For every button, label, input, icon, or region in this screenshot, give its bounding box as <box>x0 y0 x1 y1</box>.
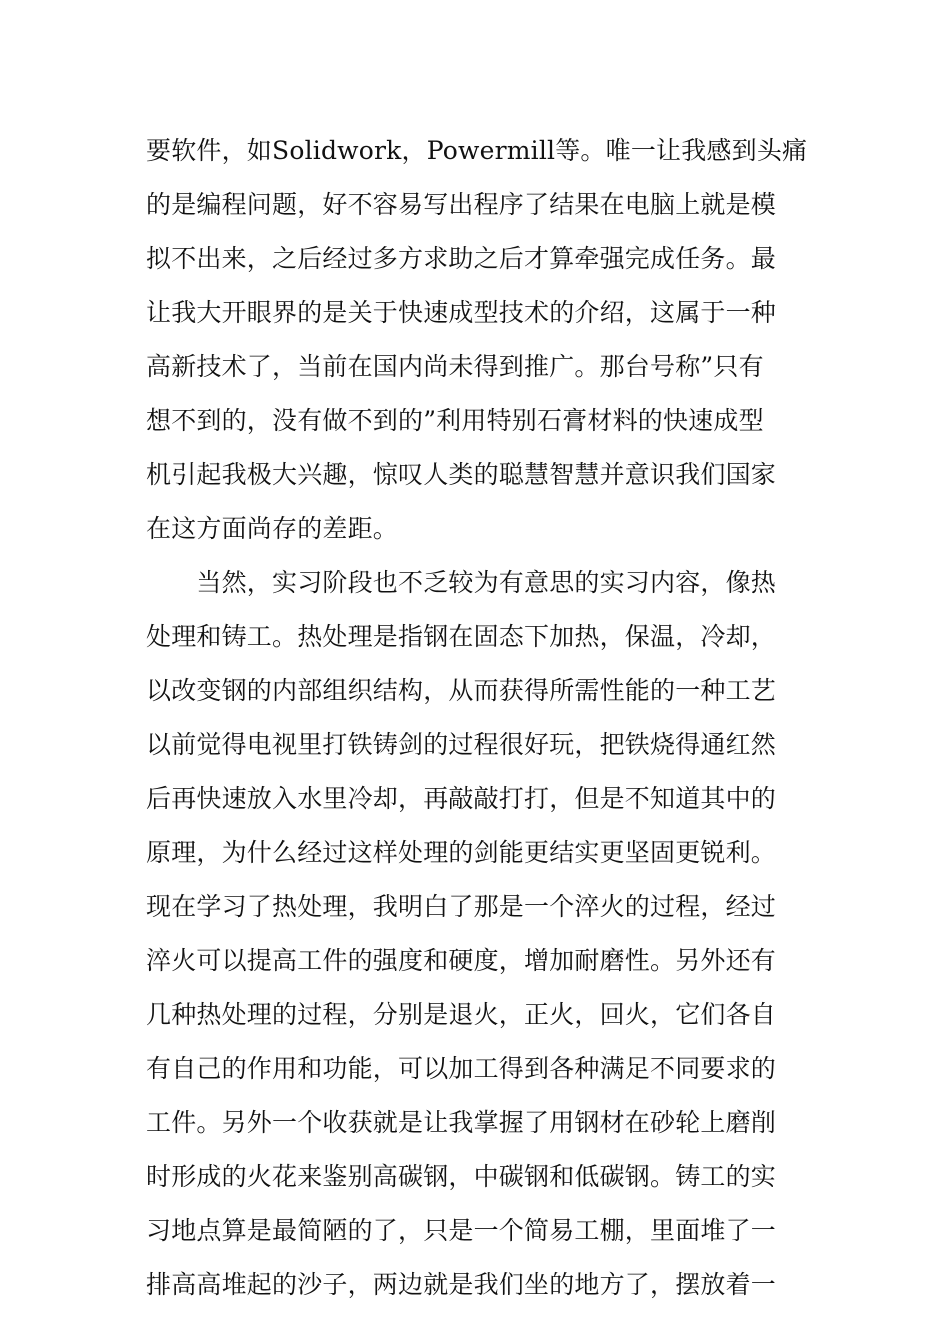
text-line: 以改变钢的内部组织结构，从而获得所需性能的一种工艺 <box>146 676 777 705</box>
text-line: 高新技术了，当前在国内尚未得到推广。那台号称”只有 <box>146 352 764 381</box>
text-line: 在这方面尚存的差距。 <box>146 514 399 543</box>
text-line: 现在学习了热处理，我明白了那是一个淬火的过程，经过 <box>146 892 777 921</box>
text-line: 以前觉得电视里打铁铸剑的过程很好玩，把铁烧得通红然 <box>146 730 777 759</box>
text-line: 拟不出来，之后经过多方求助之后才算牵强完成任务。最 <box>146 244 777 273</box>
text-line: 排高高堆起的沙子，两边就是我们坐的地方了，摆放着一 <box>146 1270 777 1299</box>
text-line: 机引起我极大兴趣，惊叹人类的聪慧智慧并意识我们国家 <box>146 460 777 489</box>
body-text <box>146 124 810 1312</box>
text-line: 时形成的火花来鉴别高碳钢，中碳钢和低碳钢。铸工的实 <box>146 1162 777 1191</box>
text-line: 习地点算是最简陋的了，只是一个简易工棚，里面堆了一 <box>146 1216 777 1245</box>
text-line: 工件。另外一个收获就是让我掌握了用钢材在砂轮上磨削 <box>146 1108 777 1137</box>
text-line: 几种热处理的过程，分别是退火，正火，回火，它们各自 <box>146 1000 777 1029</box>
text-line: 淬火可以提高工件的强度和硬度，增加耐磨性。另外还有 <box>146 946 777 975</box>
text-line: 后再快速放入水里冷却，再敲敲打打，但是不知道其中的 <box>146 784 777 813</box>
text-line: 原理，为什么经过这样处理的剑能更结实更坚固更锐利。 <box>146 838 777 867</box>
text-line: 让我大开眼界的是关于快速成型技术的介绍，这属于一种 <box>146 298 777 327</box>
text-line: 想不到的，没有做不到的”利用特别石膏材料的快速成型 <box>146 406 764 435</box>
text-line: 当然，实习阶段也不乏较为有意思的实习内容，像热 <box>146 568 777 597</box>
text-line: 的是编程问题，好不容易写出程序了结果在电脑上就是模 <box>146 190 777 219</box>
text-line: 处理和铸工。热处理是指钢在固态下加热，保温，冷却， <box>146 622 777 651</box>
text-line: 要软件，如Solidwork，Powermill等。唯一让我感到头痛 <box>146 136 808 165</box>
text-line: 有自己的作用和功能，可以加工得到各种满足不同要求的 <box>146 1054 777 1083</box>
